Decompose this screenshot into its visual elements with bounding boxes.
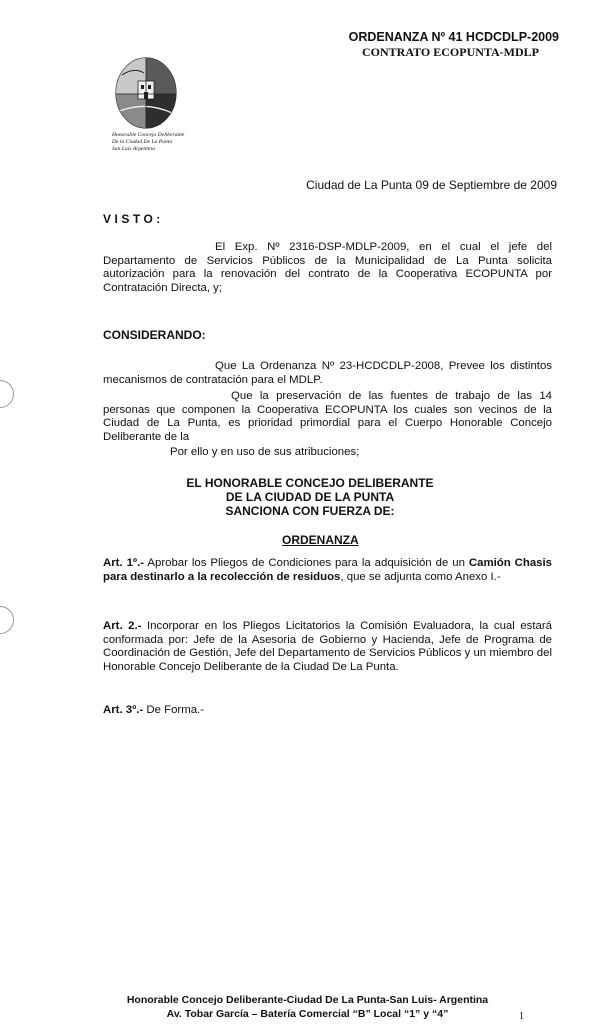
sanction-line: EL HONORABLE CONCEJO DELIBERANTE: [186, 476, 434, 490]
article-1-text-a: Aprobar los Pliegos de Condiciones para la adquisición de un: [144, 557, 469, 569]
seal-caption-line: Honorable Concejo Deliberante: [112, 132, 185, 138]
footer-line-1: Honorable Concejo Deliberante-Ciudad De La Punta-San Luis- Argentina: [126, 994, 489, 1006]
sanction-line: SANCIONA CON FUERZA DE:: [225, 504, 395, 518]
contract-title: CONTRATO ECOPUNTA-MDLP: [362, 45, 539, 59]
punch-hole-lower: [0, 606, 14, 634]
article-2-text: Incorporar en los Pliegos Licitatorios la Comisión Evaluadora, la cual estará conformada por: Jefe de la Asesoria de Gobierno y Hacienda, Jefe de Programa de Coordinación de Gestión, Jefe del Departamento de Servicios Públicos y un miembro del Honorable Concejo Deliberante de la Ciudad De La Punta.: [103, 620, 553, 673]
considerando-paragraph-2: Que la preservación de las fuentes de trabajo de las 14 personas que componen la Cooperativa ECOPUNTA los cuales son vecinos de la Ciudad de La Punta, es prioridad primordial para el Cuerpo Honorable Concejo Deliberante de la: [103, 390, 552, 443]
article-1: [103, 557, 552, 584]
seal-caption: [112, 132, 202, 153]
footer-line-2: Av. Tobar García – Batería Comercial “B” Local “1” y “4”: [166, 1008, 449, 1020]
visto-heading: VISTO:: [103, 212, 164, 226]
sanction-line: DE LA CIUDAD DE LA PUNTA: [225, 490, 395, 504]
article-1-label: Art. 1º.-: [103, 557, 145, 569]
article-2-label: Art. 2.-: [103, 620, 142, 632]
document-date: Ciudad de La Punta 09 de Septiembre de 2009: [306, 178, 557, 192]
article-3-text: De Forma.-: [143, 704, 204, 716]
ordinance-number: ORDENANZA Nº 41 HCDCDLP-2009: [348, 30, 559, 44]
article-1-text-b: , que se adjunta como Anexo I.-: [340, 570, 501, 583]
por-ello-line: Por ello y en uso de sus atribuciones;: [170, 446, 360, 458]
article-3-label: Art. 3º.-: [103, 704, 144, 716]
punch-hole-upper: [0, 380, 14, 408]
considerando-paragraph-1: Que La Ordenanza Nº 23-HCDCDLP-2008, Prevee los distintos mecanismos de contratación para el MDLP.: [103, 360, 552, 386]
visto-paragraph: El Exp. Nº 2316-DSP-MDLP-2009, en el cual el jefe del Departamento de Servicios Públicos de la Municipalidad de La Punta solicita autorización para la renovación del contrato de la Cooperativa ECOPUNTA por Contratación Directa, y;: [103, 241, 552, 294]
article-1-bold-text: Camión Chasis para destinarlo a la recolección de residuos: [103, 557, 553, 583]
council-seal-emblem: [110, 55, 182, 131]
article-2: [103, 620, 552, 674]
ordenanza-title: ORDENANZA: [282, 533, 359, 547]
page-number: 1: [519, 1011, 524, 1022]
sanction-block: [170, 476, 450, 518]
considerando-heading: CONSIDERANDO:: [103, 328, 206, 342]
seal-caption-line: San Luis Argentina: [112, 146, 155, 152]
seal-caption-line: De la Ciudad De La Punta: [112, 139, 173, 145]
article-3: [103, 704, 204, 716]
